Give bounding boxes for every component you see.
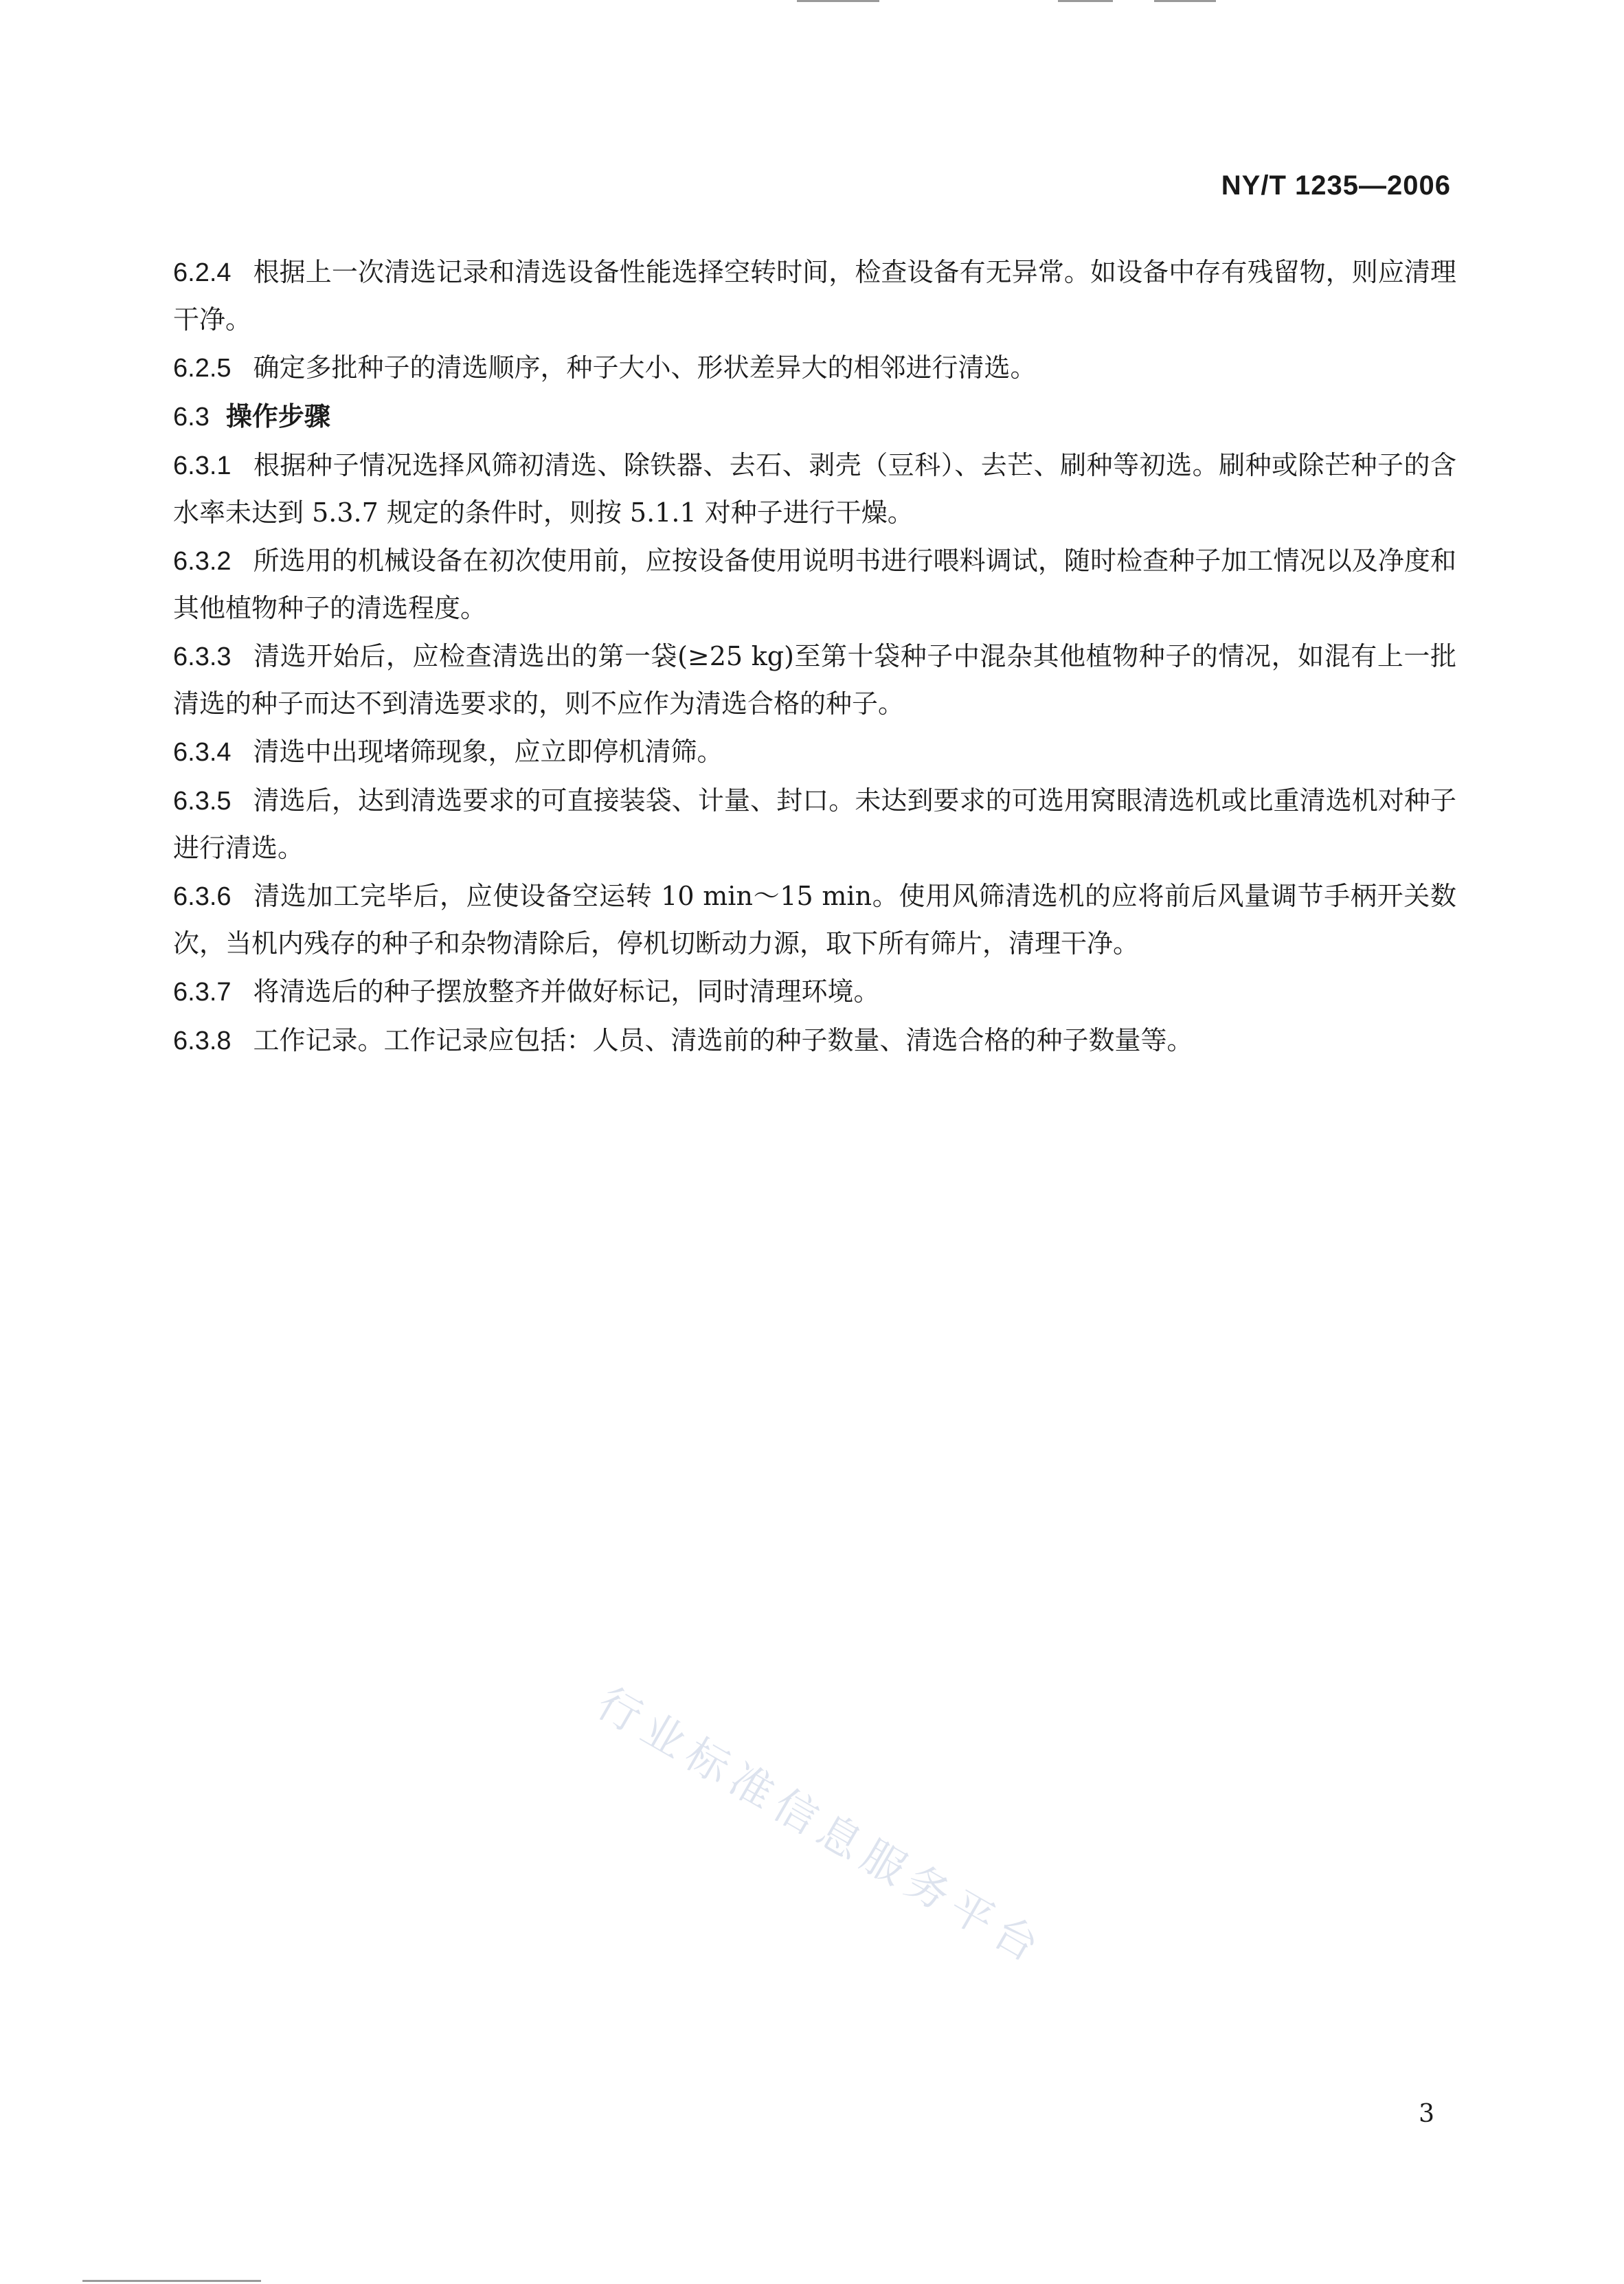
scan-artifact-top-1 xyxy=(797,0,879,2)
step-6-3-4: 6.3.4 清选中出现堵筛现象，应立即停机清筛。 xyxy=(173,737,723,767)
step-6-3-8: 6.3.8 工作记录。工作记录应包括：人员、清选前的种子数量、清选合格的种子数量等。 xyxy=(173,1025,1193,1055)
scan-artifact-top-2 xyxy=(1058,0,1113,2)
watermark: 行业标准信息服务平台 xyxy=(589,1677,1055,1975)
step-6-3-1: 6.3.1 根据种子情况选择风筛初清选、除铁器、去石、剥壳（豆科）、去芒、刷种等初选。刷种或除芒种子的含水率未达到 5.3.7 规定的条件时，则按 5.1.1 对种子进行干燥。 xyxy=(173,450,1456,528)
step-6-3-5: 6.3.5 清选后，达到清选要求的可直接装袋、计量、封口。未达到要求的可选用窝眼清选机或比重清选机对种子进行清选。 xyxy=(173,785,1456,863)
paragraph-6-2-5: 6.2.5 确定多批种子的清选顺序，种子大小、形状差异大的相邻进行清选。 xyxy=(173,352,1037,383)
step-6-3-3: 6.3.3 清选开始后，应检查清选出的第一袋(≥25 kg)至第十袋种子中混杂其他植物种子的情况，如混有上一批清选的种子而达不到清选要求的，则不应作为清选合格的种子。 xyxy=(173,641,1456,719)
document-body xyxy=(173,249,1456,1066)
section-heading: 6.3 操作步骤 xyxy=(173,401,330,432)
scan-artifact-top-3 xyxy=(1154,0,1216,2)
step-6-3-6: 6.3.6 清选加工完毕后，应使设备空运转 10 min～15 min。使用风筛清选机的应将前后风量调节手柄开关数次，当机内残存的种子和杂物清除后，停机切断动力源，取下所有筛片，清理干净。 xyxy=(173,881,1456,959)
standard-code: NY/T 1235—2006 xyxy=(1221,170,1451,201)
step-6-3-7: 6.3.7 将清选后的种子摆放整齐并做好标记，同时清理环境。 xyxy=(173,976,880,1007)
step-6-3-2: 6.3.2 所选用的机械设备在初次使用前，应按设备使用说明书进行喂料调试，随时检查种子加工情况以及净度和其他植物种子的清选程度。 xyxy=(173,546,1456,623)
paragraph-6-2-4: 6.2.4 根据上一次清选记录和清选设备性能选择空转时间，检查设备有无异常。如设备中存有残留物，则应清理干净。 xyxy=(173,257,1456,335)
page-number: 3 xyxy=(1419,2100,1434,2128)
scan-artifact-bottom xyxy=(82,2280,261,2282)
